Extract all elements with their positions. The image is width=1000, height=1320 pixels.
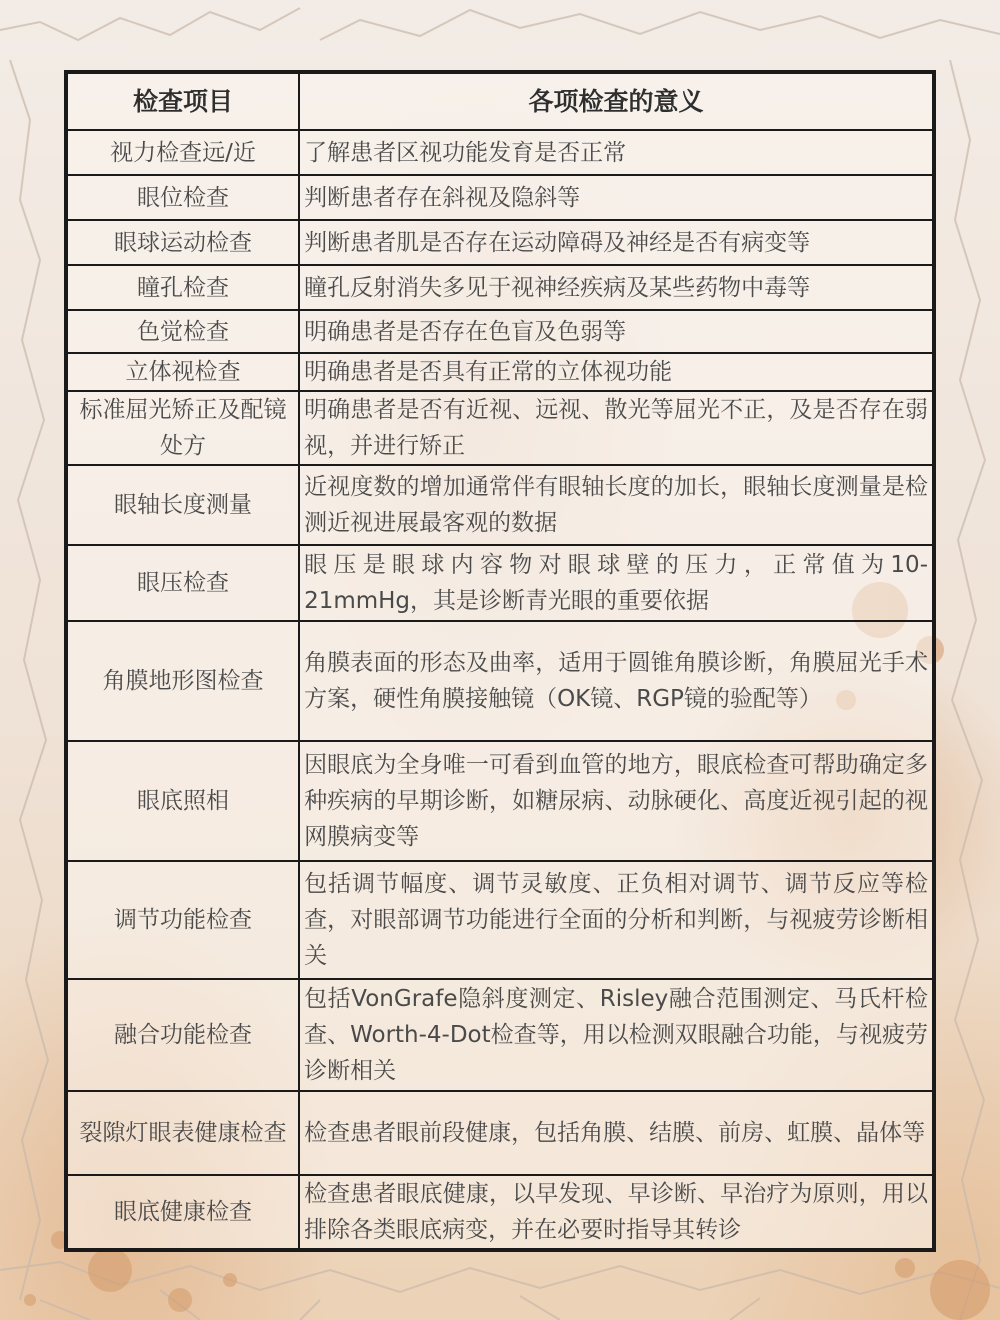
table-row xyxy=(66,310,934,353)
exam-meaning-cell: 近视度数的增加通常伴有眼轴长度的加长，眼轴长度测量是检测近视进展最客观的数据 xyxy=(299,465,934,545)
exam-item-cell: 角膜地形图检查 xyxy=(66,621,299,741)
exam-item-cell: 融合功能检查 xyxy=(66,979,299,1091)
exam-meaning-cell: 瞳孔反射消失多见于视神经疾病及某些药物中毒等 xyxy=(299,265,934,310)
exam-meaning-cell: 判断患者肌是否存在运动障碍及神经是否有病变等 xyxy=(299,220,934,265)
table-row xyxy=(66,979,934,1091)
exam-item-cell: 色觉检查 xyxy=(66,310,299,353)
exam-meaning-cell: 包括调节幅度、调节灵敏度、正负相对调节、调节反应等检查，对眼部调节功能进行全面的分析和判断，与视疲劳诊断相关 xyxy=(299,861,934,979)
exam-meaning-cell: 明确患者是否具有正常的立体视功能 xyxy=(299,353,934,391)
table-row xyxy=(66,1091,934,1175)
table-row xyxy=(66,391,934,465)
table-row xyxy=(66,130,934,175)
table-row xyxy=(66,220,934,265)
exam-item-cell: 裂隙灯眼表健康检查 xyxy=(66,1091,299,1175)
exam-meaning-cell: 包括VonGrafe隐斜度测定、Risley融合范围测定、马氏杆检查、Worth-4-Dot检查等，用以检测双眼融合功能，与视疲劳诊断相关 xyxy=(299,979,934,1091)
eye-exam-table xyxy=(64,70,936,1252)
table-row xyxy=(66,265,934,310)
exam-meaning-cell: 眼压是眼球内容物对眼球壁的压力，正常值为10-21mmHg，其是诊断青光眼的重要依据 xyxy=(299,545,934,621)
table-row xyxy=(66,545,934,621)
exam-meaning-cell: 了解患者区视功能发育是否正常 xyxy=(299,130,934,175)
table-row xyxy=(66,621,934,741)
exam-meaning-cell: 判断患者存在斜视及隐斜等 xyxy=(299,175,934,220)
exam-item-cell: 眼位检查 xyxy=(66,175,299,220)
exam-item-cell: 瞳孔检查 xyxy=(66,265,299,310)
exam-meaning-cell: 明确患者是否有近视、远视、散光等屈光不正，及是否存在弱视，并进行矫正 xyxy=(299,391,934,465)
table-row xyxy=(66,861,934,979)
header-exam-meaning: 各项检查的意义 xyxy=(299,72,934,130)
exam-item-cell: 眼底照相 xyxy=(66,741,299,861)
exam-meaning-cell: 角膜表面的形态及曲率，适用于圆锥角膜诊断，角膜屈光手术方案，硬性角膜接触镜（OK镜、RGP镜的验配等） xyxy=(299,621,934,741)
table-row xyxy=(66,741,934,861)
exam-meaning-cell: 明确患者是否存在色盲及色弱等 xyxy=(299,310,934,353)
exam-meaning-cell: 因眼底为全身唯一可看到血管的地方，眼底检查可帮助确定多种疾病的早期诊断，如糖尿病、动脉硬化、高度近视引起的视网膜病变等 xyxy=(299,741,934,861)
exam-item-cell: 立体视检查 xyxy=(66,353,299,391)
table-header-row xyxy=(66,72,934,130)
exam-meaning-cell: 检查患者眼前段健康，包括角膜、结膜、前房、虹膜、晶体等 xyxy=(299,1091,934,1175)
table-row xyxy=(66,1175,934,1250)
exam-meaning-cell: 检查患者眼底健康，以早发现、早诊断、早治疗为原则，用以排除各类眼底病变，并在必要时指导其转诊 xyxy=(299,1175,934,1250)
exam-item-cell: 调节功能检查 xyxy=(66,861,299,979)
table-row xyxy=(66,465,934,545)
exam-item-cell: 标准屈光矫正及配镜处方 xyxy=(66,391,299,465)
table-row xyxy=(66,175,934,220)
exam-item-cell: 眼轴长度测量 xyxy=(66,465,299,545)
exam-item-cell: 眼底健康检查 xyxy=(66,1175,299,1250)
exam-item-cell: 视力检查远/近 xyxy=(66,130,299,175)
table-row xyxy=(66,353,934,391)
exam-item-cell: 眼球运动检查 xyxy=(66,220,299,265)
exam-item-cell: 眼压检查 xyxy=(66,545,299,621)
header-exam-item: 检查项目 xyxy=(66,72,299,130)
